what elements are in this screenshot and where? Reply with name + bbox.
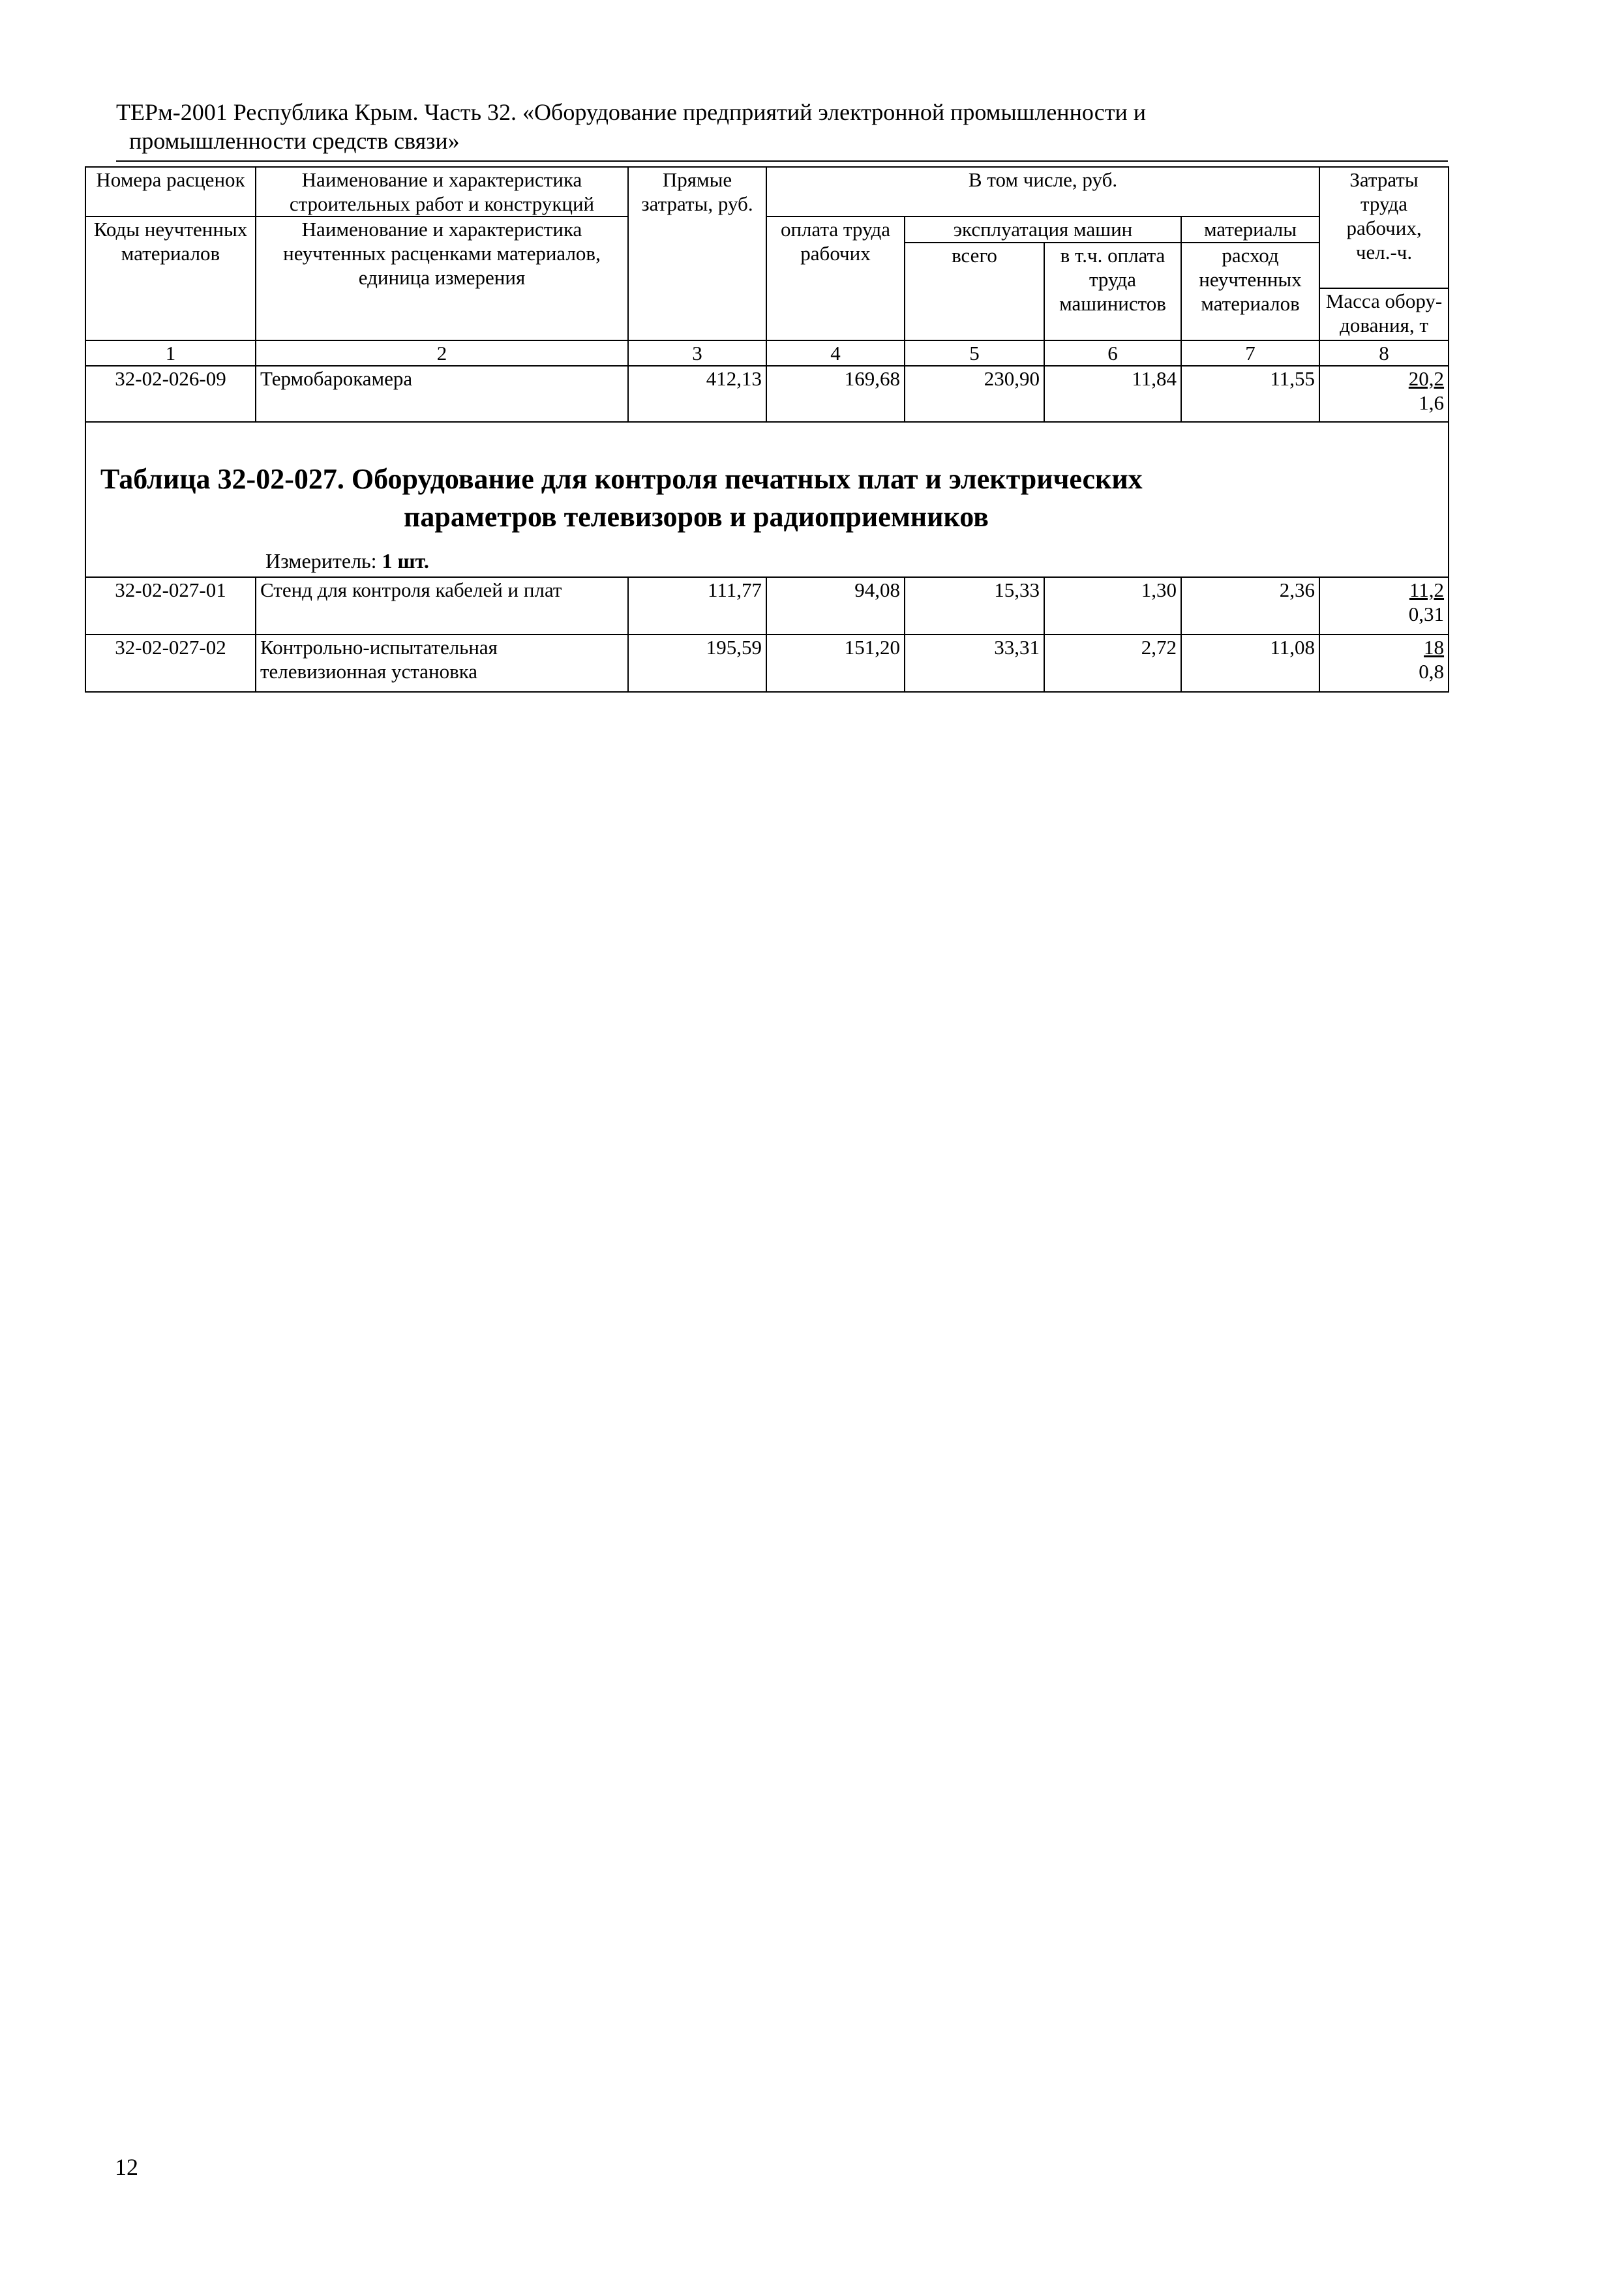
col6-header: в т.ч. оплата труда машинистов [1044, 243, 1181, 340]
group-including-header: В том числе, руб. [766, 167, 1319, 217]
table-row [85, 635, 1449, 692]
section-cell [85, 422, 1449, 577]
section-title-line2: параметров телевизоров и радиоприемников [404, 501, 989, 533]
col8-bottom-header: Масса обору-дования, т [1319, 288, 1449, 340]
column-number: 8 [1319, 340, 1449, 366]
col2-bottom-header: Наименование и характеристика неучтенных расценками материалов, единица измерения [256, 217, 628, 340]
document-header-line1: ТЕРм-2001 Республика Крым. Часть 32. «Оборудование предприятий электронной промышленности и [116, 99, 1146, 125]
col4-header: оплата труда рабочих [766, 217, 905, 340]
column-number: 3 [628, 340, 766, 366]
labor-hours: 11,2 [1409, 578, 1445, 601]
rate-code: 32-02-027-02 [85, 635, 256, 692]
document-header-line2: промышленности средств связи» [129, 128, 460, 154]
rate-code: 32-02-027-01 [85, 577, 256, 635]
materials-cost: 11,08 [1181, 635, 1319, 692]
equipment-mass: 0,8 [1419, 660, 1445, 683]
labor-cost: 151,20 [766, 635, 905, 692]
section-title [86, 423, 1448, 536]
rate-name: Термобарокамера [256, 366, 628, 422]
machines-total: 33,31 [905, 635, 1044, 692]
labor-hours: 20,2 [1408, 367, 1445, 390]
labor-hours-and-mass [1319, 635, 1449, 692]
column-number: 7 [1181, 340, 1319, 366]
machines-total: 230,90 [905, 366, 1044, 422]
machinists-cost: 2,72 [1044, 635, 1181, 692]
labor-hours-and-mass [1319, 366, 1449, 422]
labor-hours-and-mass [1319, 577, 1449, 635]
group-machines-header: эксплуатация машин [905, 217, 1181, 243]
col7-header: расход неучтенных материалов [1181, 243, 1319, 340]
table-row [85, 577, 1449, 635]
col2-top-header: Наименование и характеристика строительных работ и конструкций [256, 167, 628, 217]
table-row [85, 366, 1449, 422]
column-number: 2 [256, 340, 628, 366]
machines-total: 15,33 [905, 577, 1044, 635]
labor-hours: 18 [1424, 636, 1445, 659]
price-table [85, 166, 1449, 693]
rate-code: 32-02-026-09 [85, 366, 256, 422]
col5-header: всего [905, 243, 1044, 340]
rate-name: Стенд для контроля кабелей и плат [256, 577, 628, 635]
direct-cost: 195,59 [628, 635, 766, 692]
direct-cost: 111,77 [628, 577, 766, 635]
labor-cost: 94,08 [766, 577, 905, 635]
header-row-1 [85, 167, 1449, 217]
rate-name: Контрольно-испытательная телевизионная установка [256, 635, 628, 692]
document-header [116, 98, 1453, 155]
page-number: 12 [115, 2154, 138, 2180]
column-number: 4 [766, 340, 905, 366]
col8-top-header: Затраты труда рабочих, чел.-ч. [1319, 167, 1449, 288]
column-number: 6 [1044, 340, 1181, 366]
header-rule [116, 160, 1448, 162]
direct-cost: 412,13 [628, 366, 766, 422]
equipment-mass: 0,31 [1408, 603, 1445, 625]
header-row-2 [85, 217, 1449, 243]
col1-bottom-header: Коды неучтенных материалов [85, 217, 256, 340]
section-title-row [85, 422, 1449, 577]
section-title-line1: Таблица 32-02-027. Оборудование для контроля печатных плат и электрических [100, 463, 1143, 495]
meter-value: 1 шт. [382, 549, 429, 573]
column-number: 5 [905, 340, 1044, 366]
equipment-mass: 1,6 [1419, 391, 1445, 414]
machinists-cost: 1,30 [1044, 577, 1181, 635]
meter-line [86, 536, 1448, 576]
materials-cost: 2,36 [1181, 577, 1319, 635]
materials-cost: 11,55 [1181, 366, 1319, 422]
column-number: 1 [85, 340, 256, 366]
machinists-cost: 11,84 [1044, 366, 1181, 422]
labor-cost: 169,68 [766, 366, 905, 422]
meter-label: Измеритель: [265, 549, 382, 573]
col1-top-header: Номера расценок [85, 167, 256, 217]
column-number-row [85, 340, 1449, 366]
col3-header: Прямые затраты, руб. [628, 167, 766, 340]
group-materials-header: материалы [1181, 217, 1319, 243]
